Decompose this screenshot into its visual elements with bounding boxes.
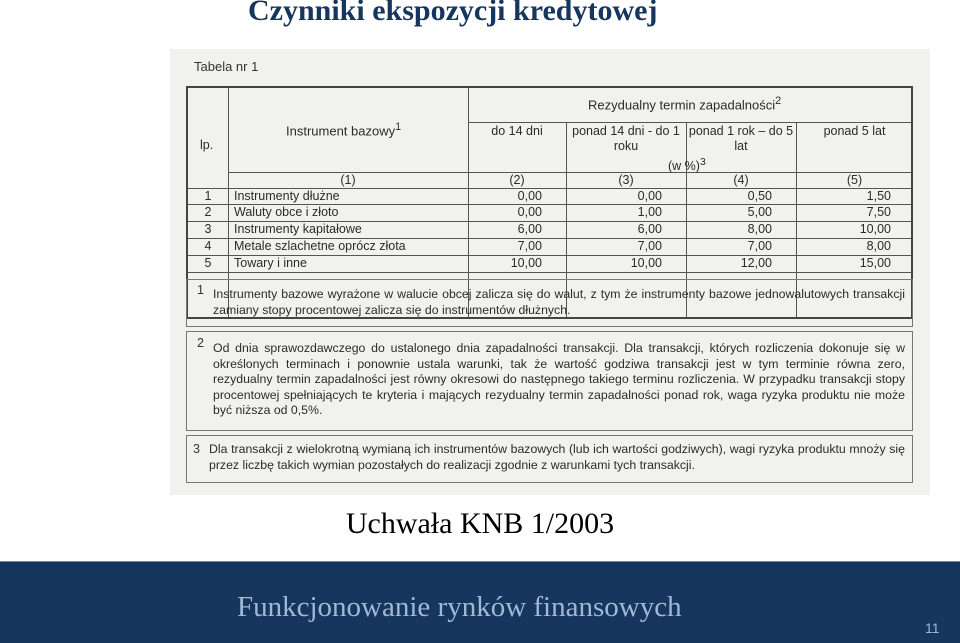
header-residual-footnote: 2 (775, 95, 782, 107)
unit-label (668, 157, 706, 173)
footnote-text: Od dnia sprawozdawczego do ustalonego dnia zapadalności transakcji. Dla transakcji, których rozliczenia dokonuje się w określonych terminach i ponownie ustala warunki, tak że wartość godziwa transakcji jest w tym terminie równa zero, rezydualny termin zapadalności jest równy okresowi do następnego takiego terminu rozliczenia. W przypadku transakcji stopy procentowej spełniających te kryteria i mających rezydualny termin zapadalności ponad rok, waga ryzyka produktu nie może być niższa od 0,5%. (213, 341, 905, 417)
row-name: Instrumenty kapitałowe (234, 222, 362, 236)
col-number-4: (4) (733, 173, 749, 187)
footnote-3 (186, 435, 913, 483)
row-name: Metale szlachetne oprócz złota (234, 239, 406, 253)
col-header-1: do 14 dni (491, 124, 543, 138)
row-value: 5,00 (747, 205, 772, 219)
footnote-number: 2 (197, 336, 204, 350)
col-number-2: (2) (509, 173, 525, 187)
footnote-text: Instrumenty bazowe wyrażone w walucie obcej zalicza się do walut, z tym że instrumenty bazowe jednowalutowych transakcji zamiany stopy procentowej zalicza się do instrumentów dłużnych. (213, 287, 905, 317)
footnote-number: 3 (193, 442, 200, 456)
row-value: 10,00 (859, 222, 891, 236)
row-value: 10,00 (630, 256, 662, 270)
row-value: 0,00 (637, 189, 662, 203)
col-header-3: ponad 1 rok – do 5 lat (688, 124, 794, 153)
row-value: 7,00 (517, 239, 542, 253)
row-value: 10,00 (510, 256, 542, 270)
header-instrument-footnote: 1 (395, 121, 402, 133)
row-value: 1,00 (637, 205, 662, 219)
header-residual (588, 95, 781, 112)
row-value: 0,00 (517, 189, 542, 203)
row-value: 15,00 (859, 256, 891, 270)
scanned-table-image (170, 49, 930, 495)
row-name: Towary i inne (234, 256, 307, 270)
row-value: 7,00 (747, 239, 772, 253)
slide-title: Czynniki ekspozycji kredytowej (248, 0, 658, 27)
page-number: 11 (925, 620, 940, 636)
col-header-4: ponad 5 lat (823, 124, 886, 138)
col-number-3: (3) (618, 173, 634, 187)
row-value: 8,00 (747, 222, 772, 236)
row-value: 7,50 (866, 205, 891, 219)
unit-text: (w %) (668, 159, 700, 174)
footnote-number: 1 (197, 283, 204, 297)
header-lp: lp. (200, 138, 214, 152)
header-instrument (286, 121, 401, 138)
row-value: 0,50 (747, 189, 772, 203)
row-lp: 3 (204, 222, 212, 236)
footer-title: Funkcjonowanie rynków finansowych (237, 591, 682, 623)
row-value: 6,00 (517, 222, 542, 236)
footnote-2 (186, 331, 913, 431)
row-value: 0,00 (517, 205, 542, 219)
slide-subtitle: Uchwała KNB 1/2003 (345, 507, 615, 540)
row-lp: 4 (204, 239, 212, 253)
row-value: 6,00 (637, 222, 662, 236)
col-number-1: (1) (340, 173, 356, 187)
row-value: 8,00 (866, 239, 891, 253)
row-name: Waluty obce i złoto (234, 205, 339, 219)
footnote-text: Dla transakcji z wielokrotną wymianą ich instrumentów bazowych (lub ich wartości godziwych), wagi ryzyka produktu mnoży się przez liczbę takich wymian pozostałych do realizacji zgodnie z warunkami tych transakcji. (209, 442, 905, 472)
row-value: 1,50 (866, 189, 891, 203)
row-value: 12,00 (740, 256, 772, 270)
row-lp: 5 (204, 256, 212, 270)
table-caption: Tabela nr 1 (194, 59, 259, 74)
row-name: Instrumenty dłużne (234, 189, 340, 203)
header-instrument-label: Instrument bazowy (286, 123, 396, 139)
row-value: 7,00 (637, 239, 662, 253)
unit-footnote: 3 (699, 157, 706, 168)
col-number-5: (5) (846, 173, 863, 187)
header-residual-label: Rezydualny termin zapadalności (588, 97, 776, 113)
col-header-2: ponad 14 dni - do 1 roku (572, 124, 680, 153)
row-lp: 1 (204, 189, 212, 203)
row-lp: 2 (204, 205, 212, 219)
footnote-1 (186, 279, 913, 327)
